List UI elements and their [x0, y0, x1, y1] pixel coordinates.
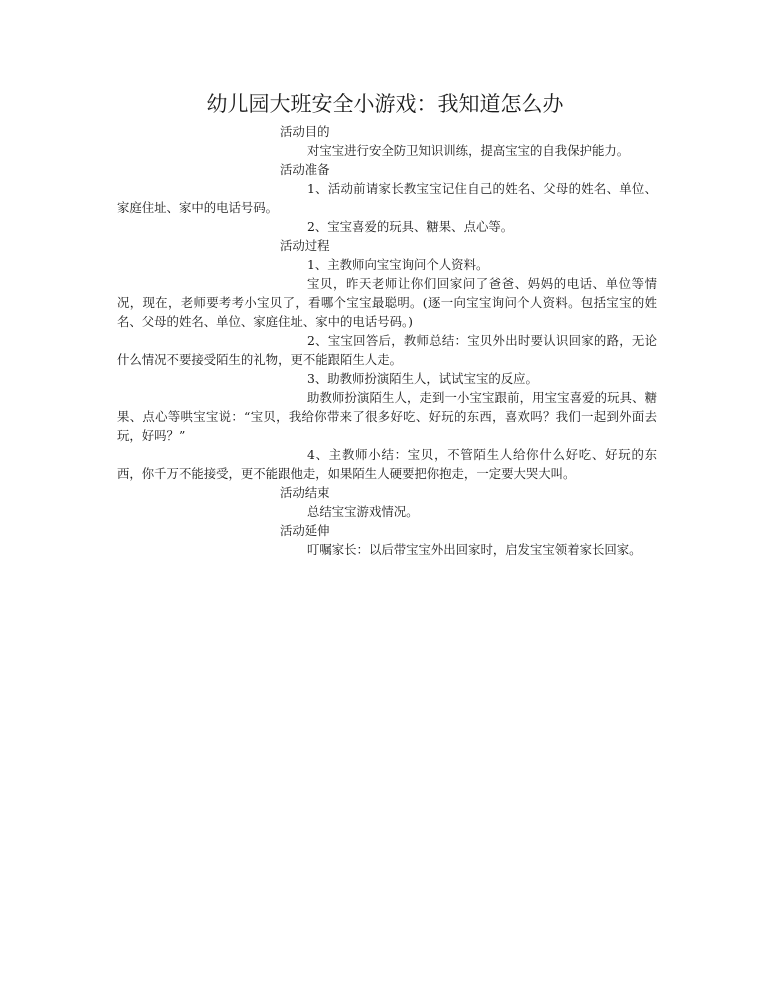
paragraph: 叮嘱家长：以后带宝宝外出回家时，启发宝宝领着家长回家。: [307, 542, 642, 557]
paragraph: 1、活动前请家长教宝宝记住自己的姓名、父母的姓名、单位、家庭住址、家中的电话号码。: [117, 181, 657, 215]
section-heading-extension: 活动延伸: [280, 523, 330, 538]
paragraph: 助教师扮演陌生人，走到一小宝宝跟前，用宝宝喜爱的玩具、糖果、点心等哄宝宝说：“宝贝，我给你带来了很多好吃、好玩的东西，喜欢吗？我们一起到外面去玩，好吗？”: [117, 390, 657, 443]
section-heading-end: 活动结束: [280, 485, 330, 500]
paragraph: 4、主教师小结：宝贝，不管陌生人给你什么好吃、好玩的东西，你千万不能接受，更不能跟他走，如果陌生人硬要把你抱走，一定要大哭大叫。: [117, 447, 657, 481]
paragraph: 1、主教师向宝宝询问个人资料。: [307, 257, 489, 272]
section-heading-purpose: 活动目的: [280, 124, 330, 139]
paragraph: 宝贝，昨天老师让你们回家问了爸爸、妈妈的电话、单位等情况，现在，老师要考考小宝贝了，看哪个宝宝最聪明。(逐一向宝宝询问个人资料。包括宝宝的姓名、父母的姓名、单位、家庭住址、家中的电话号码。): [117, 276, 657, 329]
paragraph: 2、宝宝喜爱的玩具、糖果、点心等。: [307, 219, 514, 234]
paragraph: 3、助教师扮演陌生人，试试宝宝的反应。: [307, 371, 538, 386]
section-heading-preparation: 活动准备: [280, 162, 330, 177]
paragraph: 2、宝宝回答后，教师总结：宝贝外出时要认识回家的路，无论什么情况不要接受陌生的礼物，更不能跟陌生人走。: [117, 333, 657, 367]
section-heading-process: 活动过程: [280, 238, 330, 253]
paragraph: 总结宝宝游戏情况。: [307, 504, 419, 519]
document-title: 幼儿园大班安全小游戏：我知道怎么办: [206, 92, 564, 116]
document-body: [117, 122, 657, 559]
paragraph: 对宝宝进行安全防卫知识训练，提高宝宝的自我保护能力。: [307, 143, 630, 158]
